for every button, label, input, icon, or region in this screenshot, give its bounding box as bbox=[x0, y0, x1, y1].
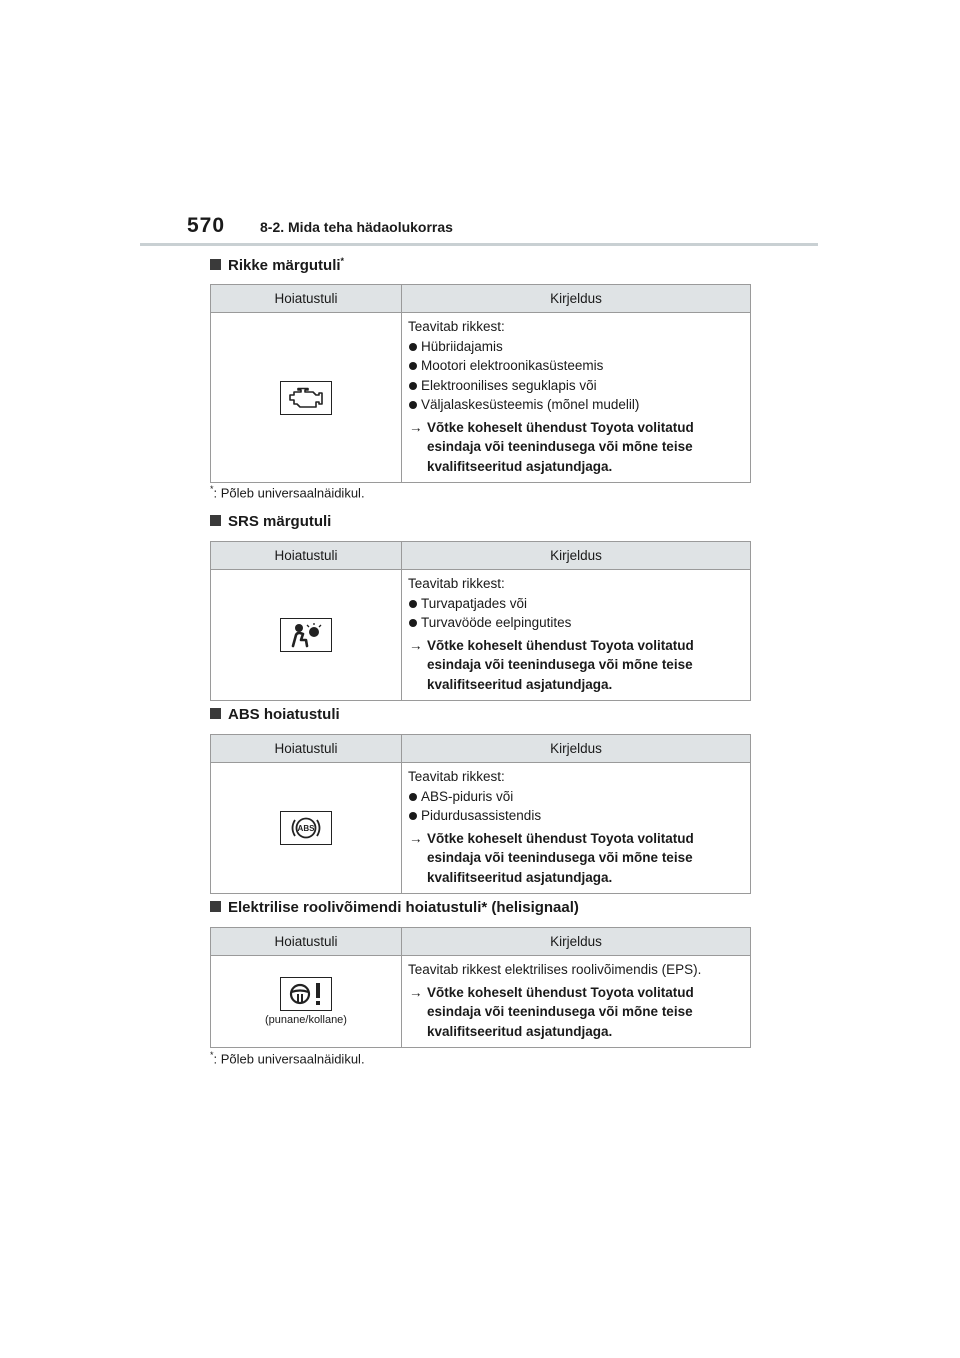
header-rule bbox=[140, 243, 818, 246]
steering-warning-icon bbox=[280, 977, 332, 1011]
section-title-malfunction: Rikke märgutuli* bbox=[210, 256, 344, 274]
arrow-icon: → bbox=[409, 830, 423, 846]
abs-table bbox=[210, 734, 751, 894]
table-header-description: Kirjeldus bbox=[402, 285, 751, 313]
action-text: → Võtke koheselt ühendust Toyota volitatud esindaja või teenindusega või mõne teise kvalifitseeritud asjatundjaga. bbox=[409, 419, 694, 474]
list-item: Elektroonilises seguklapis või bbox=[408, 376, 742, 396]
icon-cell bbox=[211, 313, 402, 483]
eps-table bbox=[210, 927, 751, 1048]
section-title-abs: ABS hoiatustuli bbox=[210, 706, 340, 723]
icon-cell bbox=[211, 570, 402, 701]
abs-icon bbox=[280, 811, 332, 845]
table-header-description: Kirjeldus bbox=[402, 928, 751, 956]
description-cell: Teavitab rikkest: Turvapatjades või Turvavööde eelpingutites → Võtke koheselt ühendust Toyota volitatud esindaja või teenindusega või mõne teise kvalifitseeritud asjatundjaga. bbox=[402, 570, 751, 701]
description-cell: Teavitab rikkest: ABS-piduris või Pidurdusassistendis → Võtke koheselt ühendust Toyota volitatud esindaja või teenindusega või mõne teise kvalifitseeritud asjatundjaga. bbox=[402, 763, 751, 894]
description-cell: Teavitab rikkest: Hübriidajamis Mootori elektroonikasüsteemis Elektroonilises seguklapis või Väljalaskesüsteemis (mõnel mudelil) → Võtke koheselt ühendust Toyota volitatud esindaja või teenindusega või mõne teise kvalifitseeritud asjatundjaga. bbox=[402, 313, 751, 483]
srs-table bbox=[210, 541, 751, 701]
list-item: Pidurdusassistendis bbox=[408, 806, 742, 826]
section-title-eps: Elektrilise roolivõimendi hoiatustuli* (helisignaal) bbox=[210, 899, 579, 916]
table-header-warning-light: Hoiatustuli bbox=[211, 542, 402, 570]
icon-cell bbox=[211, 763, 402, 894]
table-header-warning-light: Hoiatustuli bbox=[211, 285, 402, 313]
table-header-warning-light: Hoiatustuli bbox=[211, 928, 402, 956]
list-item: Turvavööde eelpingutites bbox=[408, 613, 742, 633]
square-bullet-icon bbox=[210, 259, 221, 270]
page-header bbox=[184, 214, 818, 246]
icon-caption: (punane/kollane) bbox=[265, 1014, 347, 1026]
arrow-icon: → bbox=[409, 637, 423, 653]
cause-list bbox=[408, 337, 742, 415]
list-item: Mootori elektroonikasüsteemis bbox=[408, 356, 742, 376]
list-item: Väljalaskesüsteemis (mõnel mudelil) bbox=[408, 395, 742, 415]
page-number: 570 bbox=[187, 214, 226, 237]
list-item: Hübriidajamis bbox=[408, 337, 742, 357]
footnote: *: Põleb universaalnäidikul. bbox=[210, 1050, 365, 1067]
square-bullet-icon bbox=[210, 901, 221, 912]
table-header-description: Kirjeldus bbox=[402, 735, 751, 763]
list-item: Turvapatjades või bbox=[408, 594, 742, 614]
square-bullet-icon bbox=[210, 515, 221, 526]
square-bullet-icon bbox=[210, 708, 221, 719]
arrow-icon: → bbox=[409, 984, 423, 1000]
section-title-srs: SRS märgutuli bbox=[210, 513, 331, 530]
action-text: → Võtke koheselt ühendust Toyota volitatud esindaja või teenindusega või mõne teise kvalifitseeritud asjatundjaga. bbox=[409, 984, 694, 1039]
abs-icon-text: ABS bbox=[297, 824, 315, 833]
check-engine-icon bbox=[280, 381, 332, 415]
cause-list bbox=[408, 787, 742, 826]
list-item: ABS-piduris või bbox=[408, 787, 742, 807]
arrow-icon: → bbox=[409, 419, 423, 435]
chapter-title: 8-2. Mida teha hädaolukorras bbox=[260, 219, 453, 235]
airbag-icon bbox=[280, 618, 332, 652]
footnote: *: Põleb universaalnäidikul. bbox=[210, 484, 365, 501]
table-header-warning-light: Hoiatustuli bbox=[211, 735, 402, 763]
table-header-description: Kirjeldus bbox=[402, 542, 751, 570]
malfunction-table bbox=[210, 284, 751, 483]
cause-list bbox=[408, 594, 742, 633]
icon-cell bbox=[211, 956, 402, 1048]
description-cell: Teavitab rikkest elektrilises roolivõimendis (EPS). → Võtke koheselt ühendust Toyota volitatud esindaja või teenindusega või mõne teise kvalifitseeritud asjatundjaga. bbox=[402, 956, 751, 1048]
action-text: → Võtke koheselt ühendust Toyota volitatud esindaja või teenindusega või mõne teise kvalifitseeritud asjatundjaga. bbox=[409, 830, 694, 885]
action-text: → Võtke koheselt ühendust Toyota volitatud esindaja või teenindusega või mõne teise kvalifitseeritud asjatundjaga. bbox=[409, 637, 694, 692]
